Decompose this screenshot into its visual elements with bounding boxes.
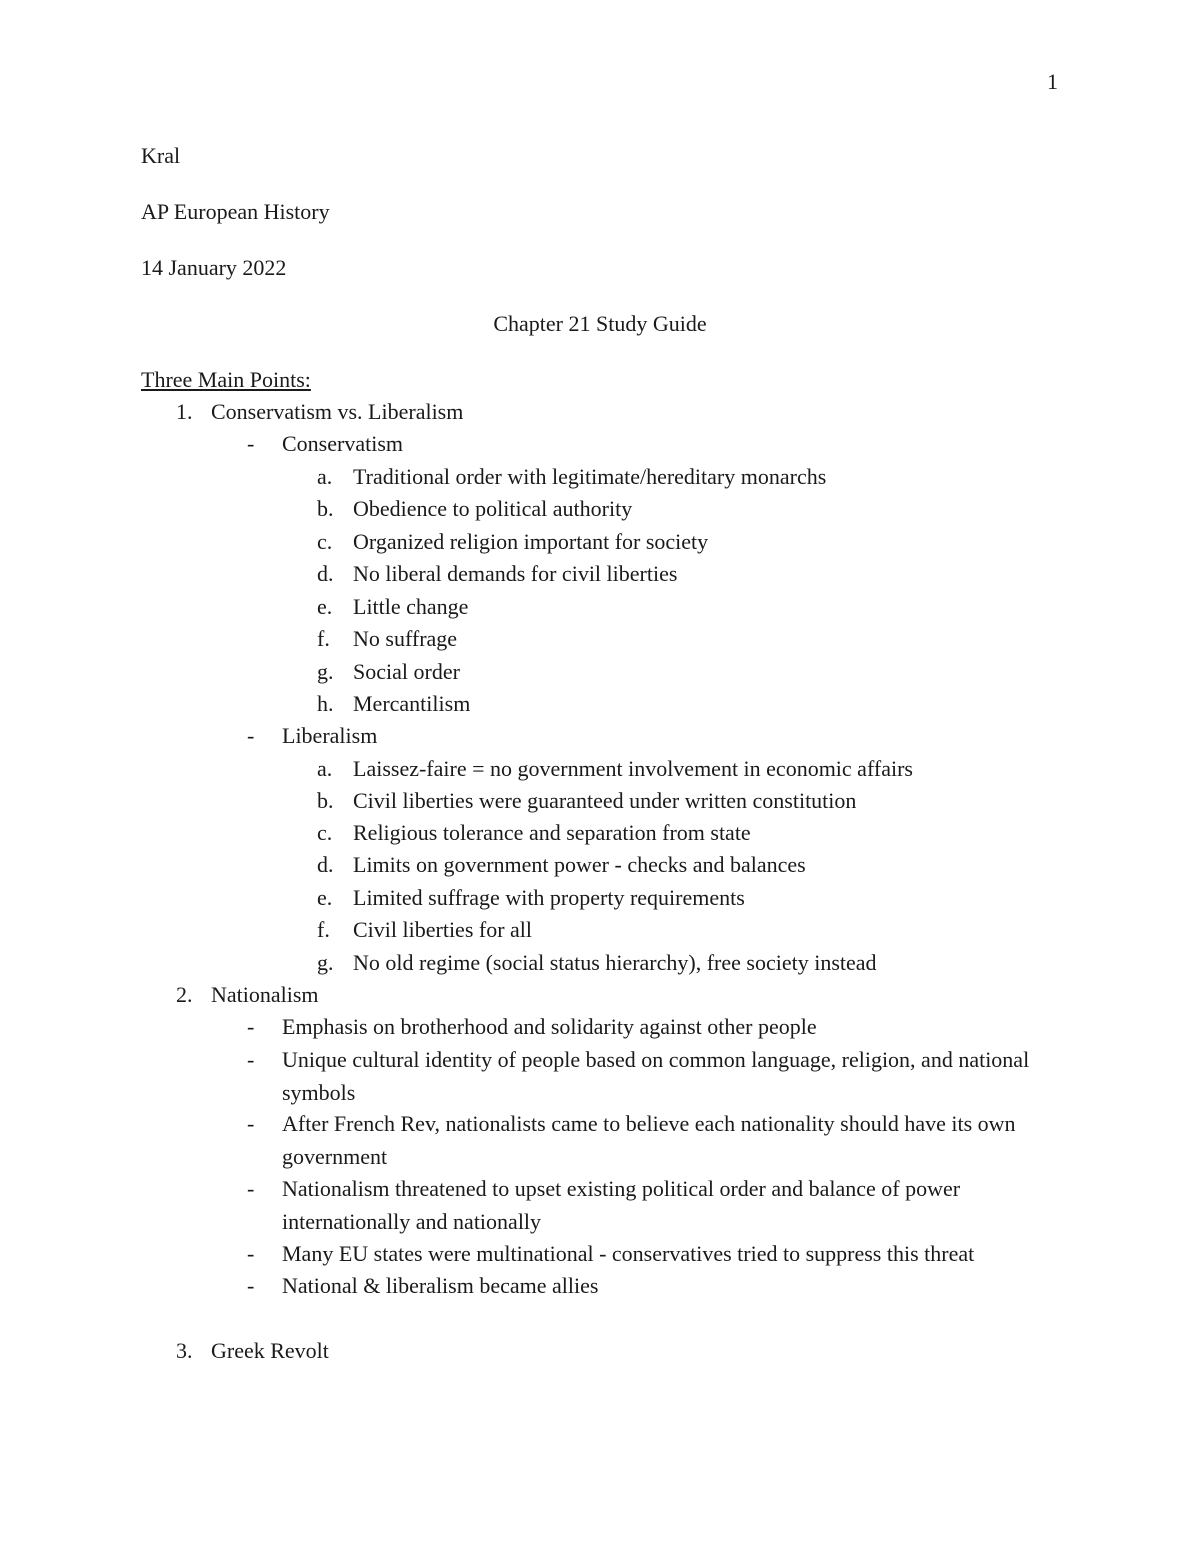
sub-heading-liberalism: Liberalism <box>282 723 378 748</box>
bullet-dash: - <box>247 723 255 748</box>
list-number: 3. <box>176 1338 193 1363</box>
item-letter: f. <box>317 917 330 942</box>
item-letter: e. <box>317 885 333 910</box>
item-letter: f. <box>317 626 330 651</box>
list-item: Traditional order with legitimate/hereditary monarchs <box>353 464 827 489</box>
list-number: 2. <box>176 982 193 1007</box>
item-letter: g. <box>317 659 334 684</box>
list-item: Religious tolerance and separation from state <box>353 820 751 845</box>
bullet-item: Many EU states were multinational - conservatives tried to suppress this threat <box>282 1241 975 1266</box>
item-letter: c. <box>317 529 333 554</box>
item-letter: g. <box>317 950 334 975</box>
bullet-dash: - <box>247 1176 255 1201</box>
bullet-item: Nationalism threatened to upset existing political order and balance of power internationally and nationally <box>282 1176 961 1234</box>
list-item: Social order <box>353 659 460 684</box>
document-title: Chapter 21 Study Guide <box>493 311 707 336</box>
bullet-item: Unique cultural identity of people based on common language, religion, and national symbols <box>282 1047 1030 1105</box>
list-item: Mercantilism <box>353 691 471 716</box>
item-letter: e. <box>317 594 333 619</box>
document-date: 14 January 2022 <box>141 255 287 280</box>
list-item: No suffrage <box>353 626 458 651</box>
main-point-text: Greek Revolt <box>211 1338 329 1363</box>
bullet-dash: - <box>247 431 255 456</box>
list-item: Obedience to political authority <box>353 496 633 521</box>
list-item: Little change <box>353 594 469 619</box>
list-item: Civil liberties were guaranteed under written constitution <box>353 788 857 813</box>
bullet-item: National & liberalism became allies <box>282 1273 599 1298</box>
list-item: Civil liberties for all <box>353 917 533 942</box>
bullet-dash: - <box>247 1241 255 1266</box>
list-number: 1. <box>176 399 193 424</box>
bullet-item: Emphasis on brotherhood and solidarity against other people <box>282 1014 817 1039</box>
list-item: Limited suffrage with property requirements <box>353 885 745 910</box>
item-letter: a. <box>317 464 333 489</box>
bullet-dash: - <box>247 1047 255 1072</box>
page-number: 1 <box>1047 69 1058 94</box>
list-item: No old regime (social status hierarchy), free society instead <box>353 950 877 975</box>
bullet-dash: - <box>247 1014 255 1039</box>
item-letter: d. <box>317 561 334 586</box>
course-name: AP European History <box>141 199 330 224</box>
section-heading: Three Main Points: <box>141 367 311 392</box>
list-item: Laissez-faire = no government involvement in economic affairs <box>353 756 913 781</box>
main-point-text: Conservatism vs. Liberalism <box>211 399 464 424</box>
item-letter: d. <box>317 852 334 877</box>
bullet-dash: - <box>247 1273 255 1298</box>
main-point-text: Nationalism <box>211 982 319 1007</box>
author-name: Kral <box>141 143 181 168</box>
item-letter: b. <box>317 496 334 521</box>
bullet-dash: - <box>247 1111 255 1136</box>
list-item: Organized religion important for society <box>353 529 709 554</box>
item-letter: b. <box>317 788 334 813</box>
item-letter: c. <box>317 820 333 845</box>
list-item: No liberal demands for civil liberties <box>353 561 678 586</box>
sub-heading-conservatism: Conservatism <box>282 431 403 456</box>
item-letter: h. <box>317 691 334 716</box>
list-item: Limits on government power - checks and balances <box>353 852 806 877</box>
bullet-item: After French Rev, nationalists came to believe each nationality should have its own government <box>282 1111 1016 1169</box>
item-letter: a. <box>317 756 333 781</box>
